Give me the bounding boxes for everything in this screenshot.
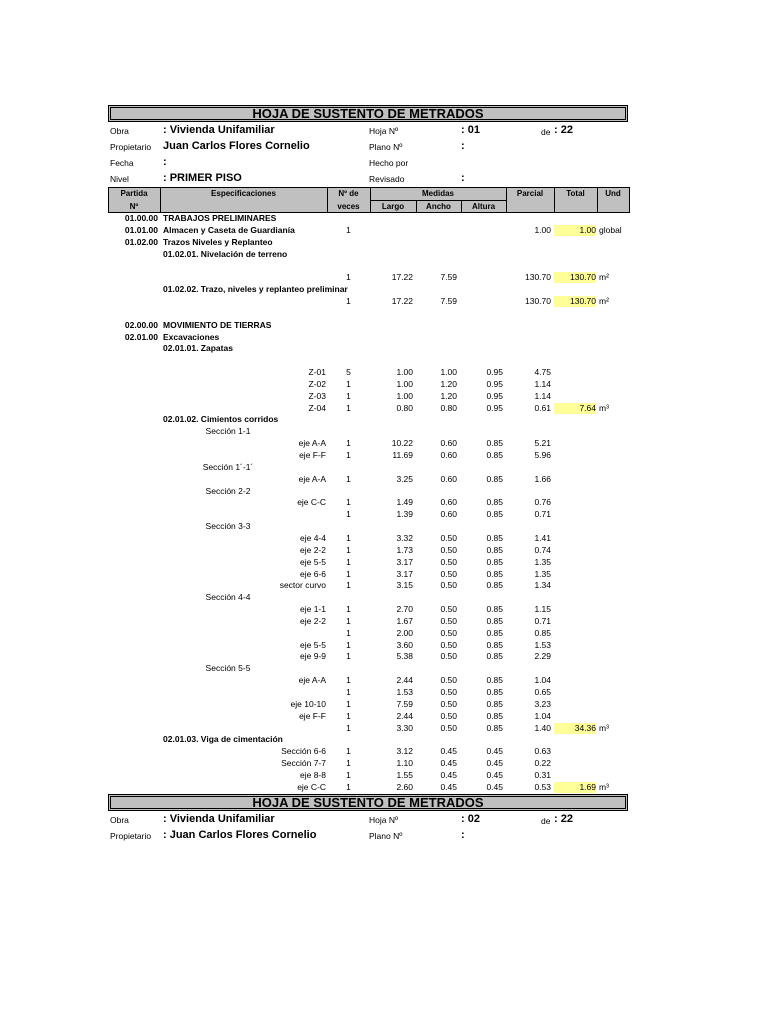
row-element: eje 8-8 (300, 769, 326, 780)
row-parcial: 0.71 (534, 509, 551, 520)
row-altura: 0.85 (486, 497, 503, 508)
header-largo: Largo (381, 202, 405, 211)
row-largo: 1.00 (396, 367, 413, 378)
row-parcial: 1.14 (534, 390, 551, 401)
row-parcial: 130.70 (525, 272, 551, 283)
row-parcial: 1.34 (534, 580, 551, 591)
row-total: 34.36 (554, 723, 596, 734)
row-parcial: 0.31 (534, 769, 551, 780)
row-und: m² (599, 295, 609, 306)
row-veces: 1 (346, 675, 351, 686)
row-ancho: 1.20 (440, 390, 457, 401)
row-parcial: 5.96 (534, 450, 551, 460)
row-element: eje C-C (297, 781, 326, 792)
row-largo: 0.80 (396, 402, 413, 413)
row-altura: 0.85 (486, 544, 503, 555)
row-ancho: 0.60 (440, 497, 457, 508)
row-altura: 0.85 (486, 615, 503, 626)
nivel-label: Nivel (110, 174, 129, 184)
row-section: Sección 3-3 (205, 521, 251, 532)
row-total: 1.69 (554, 782, 596, 793)
row-parcial: 0.65 (534, 687, 551, 697)
row-element: eje A-A (298, 675, 326, 686)
sheet2-title: HOJA DE SUSTENTO DE METRADOS (108, 794, 628, 811)
row-element: eje 9-9 (300, 651, 326, 662)
row-veces: 1 (346, 746, 351, 757)
row-ancho: 0.50 (440, 639, 457, 650)
row-largo: 3.32 (396, 532, 413, 543)
fecha-value: : (163, 156, 167, 168)
row-veces: 1 (346, 781, 351, 792)
row-veces: 1 (346, 568, 351, 579)
row-largo: 2.60 (396, 781, 413, 792)
row-element: Z-03 (308, 390, 326, 401)
row-parcial: 1.35 (534, 556, 551, 567)
row-ancho: 0.60 (440, 509, 457, 520)
row-parcial: 1.00 (534, 224, 551, 235)
row-veces: 1 (346, 639, 351, 650)
sheet2-hoja-value: : 02 (461, 813, 480, 825)
row-parcial: 0.71 (534, 615, 551, 626)
fecha-label: Fecha (110, 158, 134, 168)
row-largo: 2.00 (396, 627, 413, 638)
row-description: 01.02.01. Nivelación de terreno (163, 248, 288, 259)
row-ancho: 0.50 (440, 580, 457, 591)
row-veces: 1 (346, 580, 351, 591)
row-ancho: 7.59 (440, 272, 457, 283)
row-ancho: 0.50 (440, 627, 457, 638)
row-veces: 1 (346, 698, 351, 709)
row-element: Z-02 (308, 378, 326, 389)
row-ancho: 0.50 (440, 698, 457, 709)
row-element: eje 6-6 (300, 568, 326, 579)
row-description: 02.01.03. Viga de cimentación (163, 734, 283, 745)
sheet2-obra-value: : Vivienda Unifamiliar (163, 813, 275, 825)
row-total: 130.70 (554, 296, 596, 307)
row-parcial: 4.75 (534, 367, 551, 378)
row-altura: 0.85 (486, 639, 503, 650)
row-altura: 0.85 (486, 568, 503, 579)
row-und: m² (599, 272, 609, 283)
row-und: m³ (599, 781, 609, 792)
hoja-value: : 01 (461, 124, 480, 136)
row-veces: 1 (346, 532, 351, 543)
row-parcial: 2.29 (534, 651, 551, 662)
row-altura: 0.85 (486, 509, 503, 520)
row-parcial: 0.74 (534, 544, 551, 555)
row-largo: 17.22 (391, 295, 413, 306)
row-veces: 1 (346, 769, 351, 780)
row-description: MOVIMIENTO DE TIERRAS (163, 319, 272, 330)
row-altura: 0.85 (486, 438, 503, 449)
row-total: 7.64 (554, 403, 596, 414)
row-altura: 0.85 (486, 532, 503, 543)
row-largo: 1.53 (396, 687, 413, 697)
row-ancho: 0.50 (440, 532, 457, 543)
row-element: eje 2-2 (300, 615, 326, 626)
row-element: eje A-A (298, 473, 326, 484)
row-veces: 1 (346, 627, 351, 638)
row-altura: 0.85 (486, 698, 503, 709)
row-ancho: 0.50 (440, 615, 457, 626)
header-medidas: Medidas (421, 189, 454, 198)
row-largo: 11.69 (392, 450, 413, 460)
row-veces: 1 (346, 438, 351, 449)
row-veces: 1 (346, 544, 351, 555)
row-total: 1.00 (554, 225, 596, 236)
row-veces: 1 (346, 687, 351, 697)
de-value: : 22 (554, 124, 573, 136)
row-section: Sección 1-1 (205, 426, 251, 437)
row-element: Z-01 (308, 367, 326, 378)
row-parcial: 1.41 (534, 532, 551, 543)
row-altura: 0.85 (486, 473, 503, 484)
header-parcial: Parcial (516, 189, 544, 198)
row-ancho: 1.20 (440, 378, 457, 389)
row-description: TRABAJOS PRELIMINARES (163, 213, 277, 223)
row-altura: 0.95 (486, 390, 503, 401)
hecho-label: Hecho por (369, 158, 409, 168)
header-partida-no: Nº (129, 202, 139, 211)
row-largo: 2.70 (396, 604, 413, 615)
row-veces: 1 (346, 497, 351, 508)
row-parcial: 0.53 (534, 781, 551, 792)
row-veces: 1 (346, 402, 351, 413)
row-largo: 1.49 (396, 497, 413, 508)
row-largo: 1.55 (396, 769, 413, 780)
row-parcial: 1.66 (534, 473, 551, 484)
plano-value: : (461, 140, 465, 152)
row-parcial: 1.04 (534, 675, 551, 686)
row-ancho: 7.59 (440, 295, 457, 306)
row-largo: 3.15 (396, 580, 413, 591)
hoja-label: Hoja Nº (369, 126, 399, 136)
header-especificaciones: Especificaciones (211, 189, 276, 198)
row-parcial: 1.15 (534, 604, 551, 615)
row-veces: 5 (346, 367, 351, 378)
row-und: global (599, 224, 622, 235)
row-parcial: 0.63 (534, 746, 551, 757)
sheet2-hoja-label: Hoja Nº (369, 815, 399, 825)
row-altura: 0.85 (486, 710, 503, 721)
row-total: 130.70 (554, 272, 596, 283)
row-element: Sección 6-6 (281, 746, 326, 757)
sheet2-obra-label: Obra (110, 815, 129, 825)
row-altura: 0.85 (486, 604, 503, 615)
row-largo: 1.00 (396, 378, 413, 389)
row-veces: 1 (346, 473, 351, 484)
row-altura: 0.85 (486, 580, 503, 591)
row-und: m³ (599, 402, 609, 413)
header-ancho: Ancho (426, 202, 451, 211)
row-largo: 7.59 (396, 698, 413, 709)
header-partida: Partida (120, 189, 148, 198)
row-section: Sección 4-4 (205, 592, 251, 603)
row-veces: 1 (346, 651, 351, 662)
row-ancho: 0.45 (440, 746, 457, 757)
row-description: 02.01.02. Cimientos corridos (163, 414, 279, 425)
row-ancho: 0.50 (440, 604, 457, 615)
row-element: eje 1-1 (300, 604, 326, 615)
row-parcial: 1.53 (534, 639, 551, 650)
row-element: eje F-F (299, 450, 326, 460)
row-ancho: 0.60 (440, 473, 457, 484)
row-ancho: 0.60 (440, 438, 457, 449)
row-largo: 1.67 (396, 615, 413, 626)
row-section: Sección 5-5 (205, 663, 251, 674)
header-veces-1: Nº de (338, 189, 359, 198)
row-largo: 1.00 (396, 390, 413, 401)
row-parcial: 1.04 (534, 710, 551, 721)
row-altura: 0.85 (486, 687, 503, 697)
propietario-value: Juan Carlos Flores Cornelio (163, 140, 310, 152)
row-ancho: 0.60 (440, 450, 457, 460)
row-parcial: 1.14 (534, 378, 551, 389)
row-code: 01.02.00 (124, 236, 158, 247)
row-largo: 3.60 (396, 639, 413, 650)
row-element: eje F-F (299, 710, 326, 721)
revisado-label: Revisado (369, 174, 405, 184)
row-element: sector curvo (279, 580, 326, 591)
row-altura: 0.45 (486, 746, 503, 757)
row-code: 02.01.00 (124, 331, 158, 342)
sheet2-de-value: : 22 (554, 813, 573, 825)
row-parcial: 130.70 (525, 295, 551, 306)
row-veces: 1 (346, 450, 351, 460)
sheet2-plano-value: : (461, 829, 465, 841)
row-largo: 5.38 (396, 651, 413, 662)
row-veces: 1 (346, 556, 351, 567)
row-largo: 2.44 (396, 675, 413, 686)
row-altura: 0.85 (486, 450, 503, 460)
row-parcial: 0.85 (534, 627, 551, 638)
obra-label: Obra (110, 126, 129, 136)
row-parcial: 0.76 (534, 497, 551, 508)
row-altura: 0.85 (486, 675, 503, 686)
row-largo: 1.39 (396, 509, 413, 520)
sheet2-propietario-value: : Juan Carlos Flores Cornelio (163, 829, 317, 841)
plano-label: Plano Nº (369, 142, 403, 152)
row-parcial: 1.35 (534, 568, 551, 579)
row-description: Excavaciones (163, 331, 220, 342)
de-label: de (541, 127, 551, 137)
row-parcial: 3.23 (534, 698, 551, 709)
row-veces: 1 (346, 722, 351, 733)
row-section: Sección 1´-1´ (202, 461, 254, 472)
obra-value: : Vivienda Unifamiliar (163, 124, 275, 136)
header-altura: Altura (471, 202, 496, 211)
row-parcial: 5.21 (534, 438, 551, 449)
header-total: Total (566, 189, 585, 198)
row-description: Almacen y Caseta de Guardianía (163, 224, 295, 235)
row-veces: 1 (346, 615, 351, 626)
row-veces: 1 (346, 295, 351, 306)
row-largo: 10.22 (391, 438, 413, 449)
row-veces: 1 (346, 224, 351, 235)
row-altura: 0.95 (486, 367, 503, 378)
row-element: eje 5-5 (300, 556, 326, 567)
row-altura: 0.85 (486, 627, 503, 638)
row-ancho: 0.45 (440, 769, 457, 780)
row-ancho: 1.00 (440, 367, 457, 378)
row-altura: 0.45 (486, 781, 503, 792)
row-element: eje 4-4 (300, 532, 326, 543)
row-altura: 0.45 (486, 758, 503, 769)
row-altura: 0.45 (486, 769, 503, 780)
row-largo: 3.30 (396, 722, 413, 733)
row-largo: 3.12 (396, 746, 413, 757)
row-parcial: 1.40 (534, 722, 551, 733)
row-element: eje 5-5 (300, 639, 326, 650)
nivel-value: : PRIMER PISO (163, 172, 242, 184)
row-element: eje C-C (297, 497, 326, 508)
row-largo: 1.10 (396, 758, 413, 769)
row-section: Sección 2-2 (205, 485, 251, 496)
row-description: 01.02.02. Trazo, niveles y replanteo preliminar (163, 284, 348, 295)
row-veces: 1 (346, 509, 351, 520)
row-element: eje A-A (298, 438, 326, 449)
row-element: Sección 7-7 (281, 758, 326, 769)
row-ancho: 0.50 (440, 687, 457, 697)
sheet2-propietario-label: Propietario (110, 831, 152, 841)
row-ancho: 0.50 (440, 568, 457, 579)
row-largo: 3.17 (396, 556, 413, 567)
row-parcial: 0.22 (534, 758, 551, 769)
row-ancho: 0.50 (440, 722, 457, 733)
row-veces: 1 (346, 758, 351, 769)
row-element: eje 10-10 (290, 698, 326, 709)
row-ancho: 0.45 (440, 781, 457, 792)
row-ancho: 0.45 (440, 758, 457, 769)
row-largo: 3.25 (396, 473, 413, 484)
row-veces: 1 (346, 378, 351, 389)
row-ancho: 0.80 (440, 402, 457, 413)
sheet2-de-label: de (541, 816, 551, 826)
revisado-value: : (461, 172, 465, 184)
row-parcial: 0.61 (534, 402, 551, 413)
row-altura: 0.85 (486, 556, 503, 567)
row-altura: 0.95 (486, 378, 503, 389)
row-ancho: 0.50 (440, 544, 457, 555)
row-veces: 1 (346, 272, 351, 283)
propietario-label: Propietario (110, 142, 152, 152)
row-largo: 3.17 (396, 568, 413, 579)
row-ancho: 0.50 (440, 675, 457, 686)
row-ancho: 0.50 (440, 651, 457, 662)
row-code: 01.00.00 (124, 213, 158, 223)
row-veces: 1 (346, 390, 351, 401)
row-altura: 0.95 (486, 402, 503, 413)
row-code: 02.00.00 (124, 319, 158, 330)
row-element: Z-04 (308, 402, 326, 413)
row-largo: 1.73 (396, 544, 413, 555)
sheet2-plano-label: Plano Nº (369, 831, 403, 841)
row-und: m³ (599, 722, 609, 733)
row-ancho: 0.50 (440, 556, 457, 567)
row-largo: 17.22 (391, 272, 413, 283)
row-description: 02.01.01. Zapatas (163, 343, 233, 354)
row-altura: 0.85 (486, 722, 503, 733)
row-veces: 1 (346, 604, 351, 615)
row-altura: 0.85 (486, 651, 503, 662)
row-ancho: 0.50 (440, 710, 457, 721)
header-und: Und (605, 189, 621, 198)
row-largo: 2.44 (396, 710, 413, 721)
row-description: Trazos Niveles y Replanteo (163, 236, 273, 247)
row-code: 01.01.00 (124, 224, 158, 235)
table-header (108, 187, 630, 213)
row-element: eje 2-2 (300, 544, 326, 555)
sheet-title: HOJA DE SUSTENTO DE METRADOS (108, 105, 628, 122)
row-veces: 1 (346, 710, 351, 721)
header-veces-2: veces (337, 202, 360, 211)
